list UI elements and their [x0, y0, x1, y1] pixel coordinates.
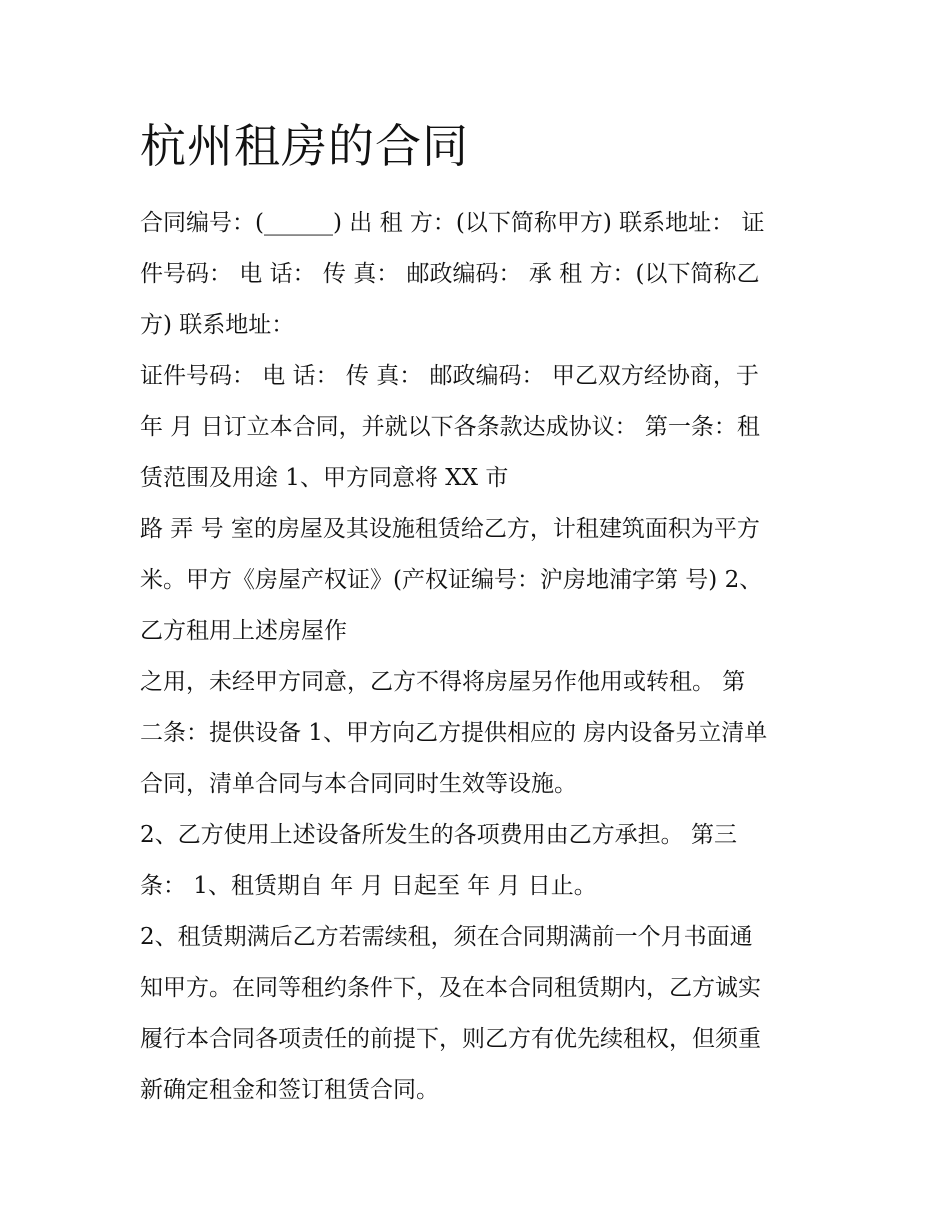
text-line: 新确定租金和签订租赁合同。	[140, 1077, 439, 1103]
text-line: 米。甲方《房屋产权证》(产权证编号：沪房地浦字第 号) 2、	[140, 567, 763, 593]
paragraph-premises	[140, 504, 812, 657]
paragraph-renewal	[140, 912, 812, 1116]
text-line: 2、租赁期满后乙方若需续租，须在合同期满前一个月书面通	[140, 924, 753, 950]
text-line: 知甲方。在同等租约条件下，及在本合同租赁期内，乙方诚实	[140, 975, 761, 1001]
document-body	[140, 112, 812, 1116]
document-title: 杭州租房的合同	[140, 119, 469, 173]
text-line: 条： 1、租赁期自 年 月 日起至 年 月 日止。	[140, 873, 597, 899]
paragraph-article-one	[140, 351, 812, 504]
text-line: 2、乙方使用上述设备所发生的各项费用由乙方承担。 第三	[140, 822, 737, 848]
text-line: 合同编号：(______) 出 租 方：(以下简称甲方) 联系地址： 证	[140, 210, 765, 236]
text-line: 路 弄 号 室的房屋及其设施租赁给乙方，计租建筑面积为平方	[140, 516, 760, 542]
text-line: 乙方租用上述房屋作	[140, 618, 347, 644]
text-line: 二条：提供设备 1、甲方向乙方提供相应的 房内设备另立清单	[140, 720, 768, 746]
paragraph-article-three	[140, 810, 812, 912]
text-line: 履行本合同各项责任的前提下，则乙方有优先续租权，但须重	[140, 1026, 761, 1052]
paragraph-article-two	[140, 657, 812, 810]
text-line: 年 月 日订立本合同，并就以下各条款达成协议： 第一条：租	[140, 414, 760, 440]
text-line: 合同，清单合同与本合同同时生效等设施。	[140, 771, 577, 797]
text-line: 方) 联系地址：	[140, 312, 295, 338]
text-line: 赁范围及用途 1、甲方同意将 XX 市	[140, 465, 509, 491]
text-line: 证件号码： 电 话： 传 真： 邮政编码： 甲乙双方经协商，于	[140, 363, 759, 389]
text-line: 件号码： 电 话： 传 真： 邮政编码： 承 租 方：(以下简称乙	[140, 261, 760, 287]
paragraph-parties	[140, 198, 812, 351]
text-line: 之用，未经甲方同意，乙方不得将房屋另作他用或转租。 第	[140, 669, 746, 695]
